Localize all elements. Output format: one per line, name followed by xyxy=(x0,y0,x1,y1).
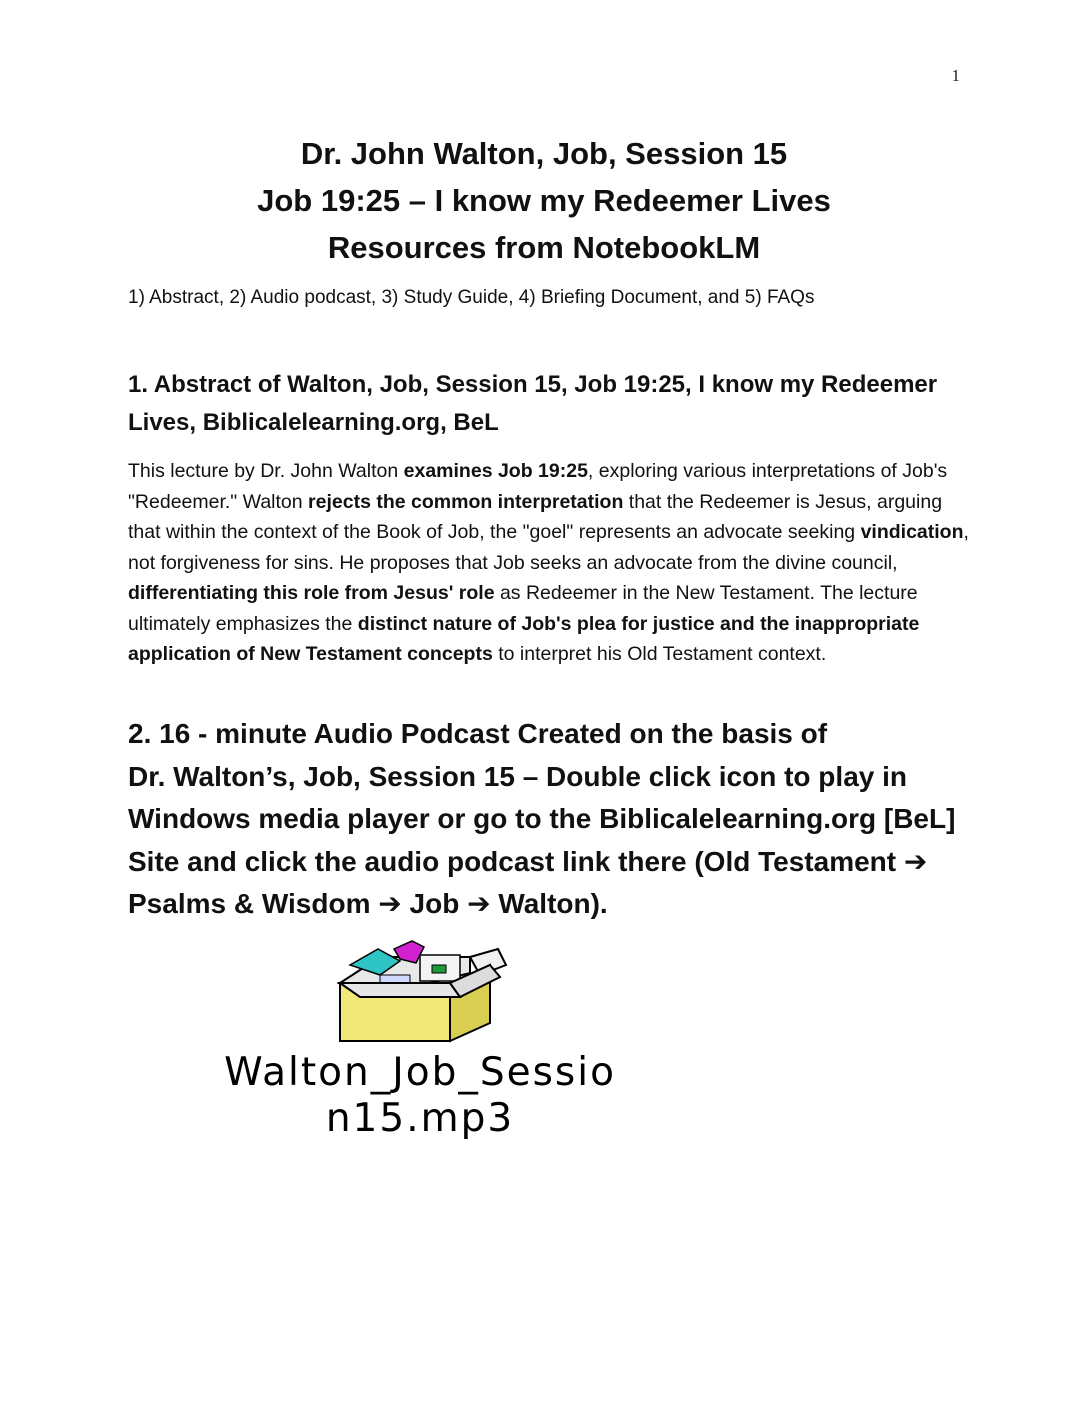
package-icon xyxy=(320,935,520,1045)
audio-filename-line-1: Walton_Job_Sessio xyxy=(224,1050,616,1095)
arrow-right-icon: ➔ xyxy=(903,844,928,878)
abstract-text: that the Redeemer is Jesus, arguing that within the context of the Book of Job, the "goel" represents an advocate seeking xyxy=(128,490,943,543)
section-2-heading xyxy=(128,713,978,926)
abstract-text: This lecture by Dr. John Walton xyxy=(128,460,404,482)
abstract-emphasis: vindication xyxy=(860,521,964,543)
arrow-right-icon: ➔ xyxy=(378,887,402,920)
abstract-text: as Redeemer in the New Testament. The lecture ultimately emphasizes the xyxy=(128,582,918,635)
section-1-heading: 1. Abstract of Walton, Job, Session 15, Job 19:25, I know my Redeemer Lives, Biblicalelearning.org, BeL xyxy=(128,371,938,436)
document-title xyxy=(0,130,1088,271)
abstract-paragraph xyxy=(128,456,978,670)
breadcrumb-walton: Walton). xyxy=(490,888,608,919)
breadcrumb-psalms-wisdom: Psalms & Wisdom xyxy=(128,888,379,919)
page-number: 1 xyxy=(951,66,960,85)
abstract-emphasis: rejects the common interpretation xyxy=(308,490,624,513)
abstract-emphasis: distinct nature of Job's plea for justice and the inappropriate application of New Testament concepts xyxy=(128,612,920,665)
title-line-2: Job 19:25 – I know my Redeemer Lives xyxy=(257,183,831,218)
abstract-text: , not forgiveness for sins. He proposes that Job seeks an advocate from the divine council, xyxy=(128,521,969,574)
abstract-text: , exploring various interpretations of Job's "Redeemer." Walton xyxy=(128,460,948,513)
title-line-1: Dr. John Walton, Job, Session 15 xyxy=(300,136,788,171)
title-line-3: Resources from NotebookLM xyxy=(327,230,761,265)
abstract-text: to interpret his Old Testament context. xyxy=(492,643,827,665)
contents-list: 1) Abstract, 2) Audio podcast, 3) Study Guide, 4) Briefing Document, and 5) FAQs xyxy=(128,287,815,308)
abstract-emphasis: differentiating this role from Jesus' role xyxy=(128,582,495,604)
section-2-heading-line-1: 2. 16 - minute Audio Podcast Created on the basis of xyxy=(128,718,828,749)
arrow-right-icon: ➔ xyxy=(467,887,491,920)
abstract-emphasis: examines Job 19:25 xyxy=(403,460,588,482)
section-2-heading-text: Dr. Walton’s, Job, Session 15 – Double click icon to play in Windows media player or go to the Biblicalelearning.org [BeL] Site and click the audio podcast link there (Old Testament xyxy=(128,760,956,877)
audio-filename-line-2: n15.mp3 xyxy=(325,1096,515,1141)
audio-package-button[interactable] xyxy=(320,935,520,1045)
audio-file-link[interactable] xyxy=(120,1050,720,1142)
breadcrumb-job: Job xyxy=(401,888,468,919)
